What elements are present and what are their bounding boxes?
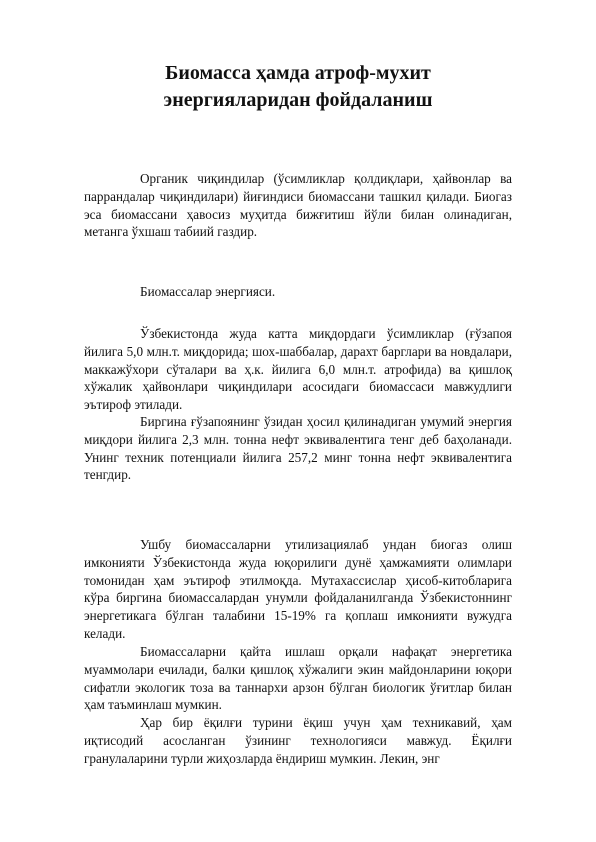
paragraph-fertilizers: Биомассаларни қайта ишлаш орқали нафақат энергетика муаммолари ечилади, балки қишлоқ хўжалиги экин майдонларини юқори сифатли экологик тоза ва таннархи арзон бўлган биологик ўғитлар билан ҳам таъминлаш мумкин. (84, 644, 512, 713)
paragraph-cotton-stalk-energy: Биргина ғўзапоянинг ўзидан ҳосил қилинадиган умумий энергия миқдори йилига 2,3 млн. тонна нефт эквивалентига тенг деб баҳоланади. Унинг техник потенциали йилига 257,2 минг тонна нефт эквивалентига тенгдир. (84, 414, 512, 483)
title-line-2: энергияларидан фойдаланиш (163, 89, 433, 111)
paragraph-biogas-potential: Ушбу биомассаларни утилизациялаб ундан биогаз олиш имконияти Ўзбекистонда жуда юқорилиги дунё ҳамжамияти олимлари томонидан ҳам эътироф этилмоқда. Мутахассислар ҳисоб-китобларига кўра биргина биомассалардан унумли фойдаланилганда Ўзбекистоннинг энергетикага бўлган талабини 15-19% га қоплаш имконияти вужудга келади. (84, 537, 512, 641)
paragraph-uzbekistan-biomass: Ўзбекистонда жуда катта миқдордаги ўсимликлар (ғўзапоя йилига 5,0 млн.т. миқдорида; шох-шаббалар, дарахт барглари ва новдалари, маккажўхори сўталари ва ҳ.к. йилига 6,0 млн.т. атрофида) ва қишлоқ хўжалик ҳайвонлари чиқиндилари асосидаги биомассаси мавжудлиги эътироф этилади. (84, 326, 512, 413)
paragraph-organic-waste: Органик чиқиндилар (ўсимликлар қолдиқлари, ҳайвонлар ва паррандалар чиқиндилари) йиғиндиси биомассани ташкил қилади. Биогаз эса биомассани ҳавосиз муҳитда бижғитиш йўли билан олинадиган, метанга ўхшаш табиий газдир. (84, 171, 512, 240)
paragraph-biomass-energy-heading: Биомассалар энергияси. (140, 284, 276, 299)
title-line-1: Биомасса ҳамда атроф-мухит (165, 62, 431, 84)
paragraph-fuel-technology: Ҳар бир ёқилғи турини ёқиш учун ҳам техникавий, ҳам иқтисодий асосланган ўзининг технологияси мавжуд. Ёқилғи гранулаларини турли жиҳозларда ёндириш мумкин. Лекин, энг (84, 715, 512, 766)
page-title (84, 60, 512, 114)
